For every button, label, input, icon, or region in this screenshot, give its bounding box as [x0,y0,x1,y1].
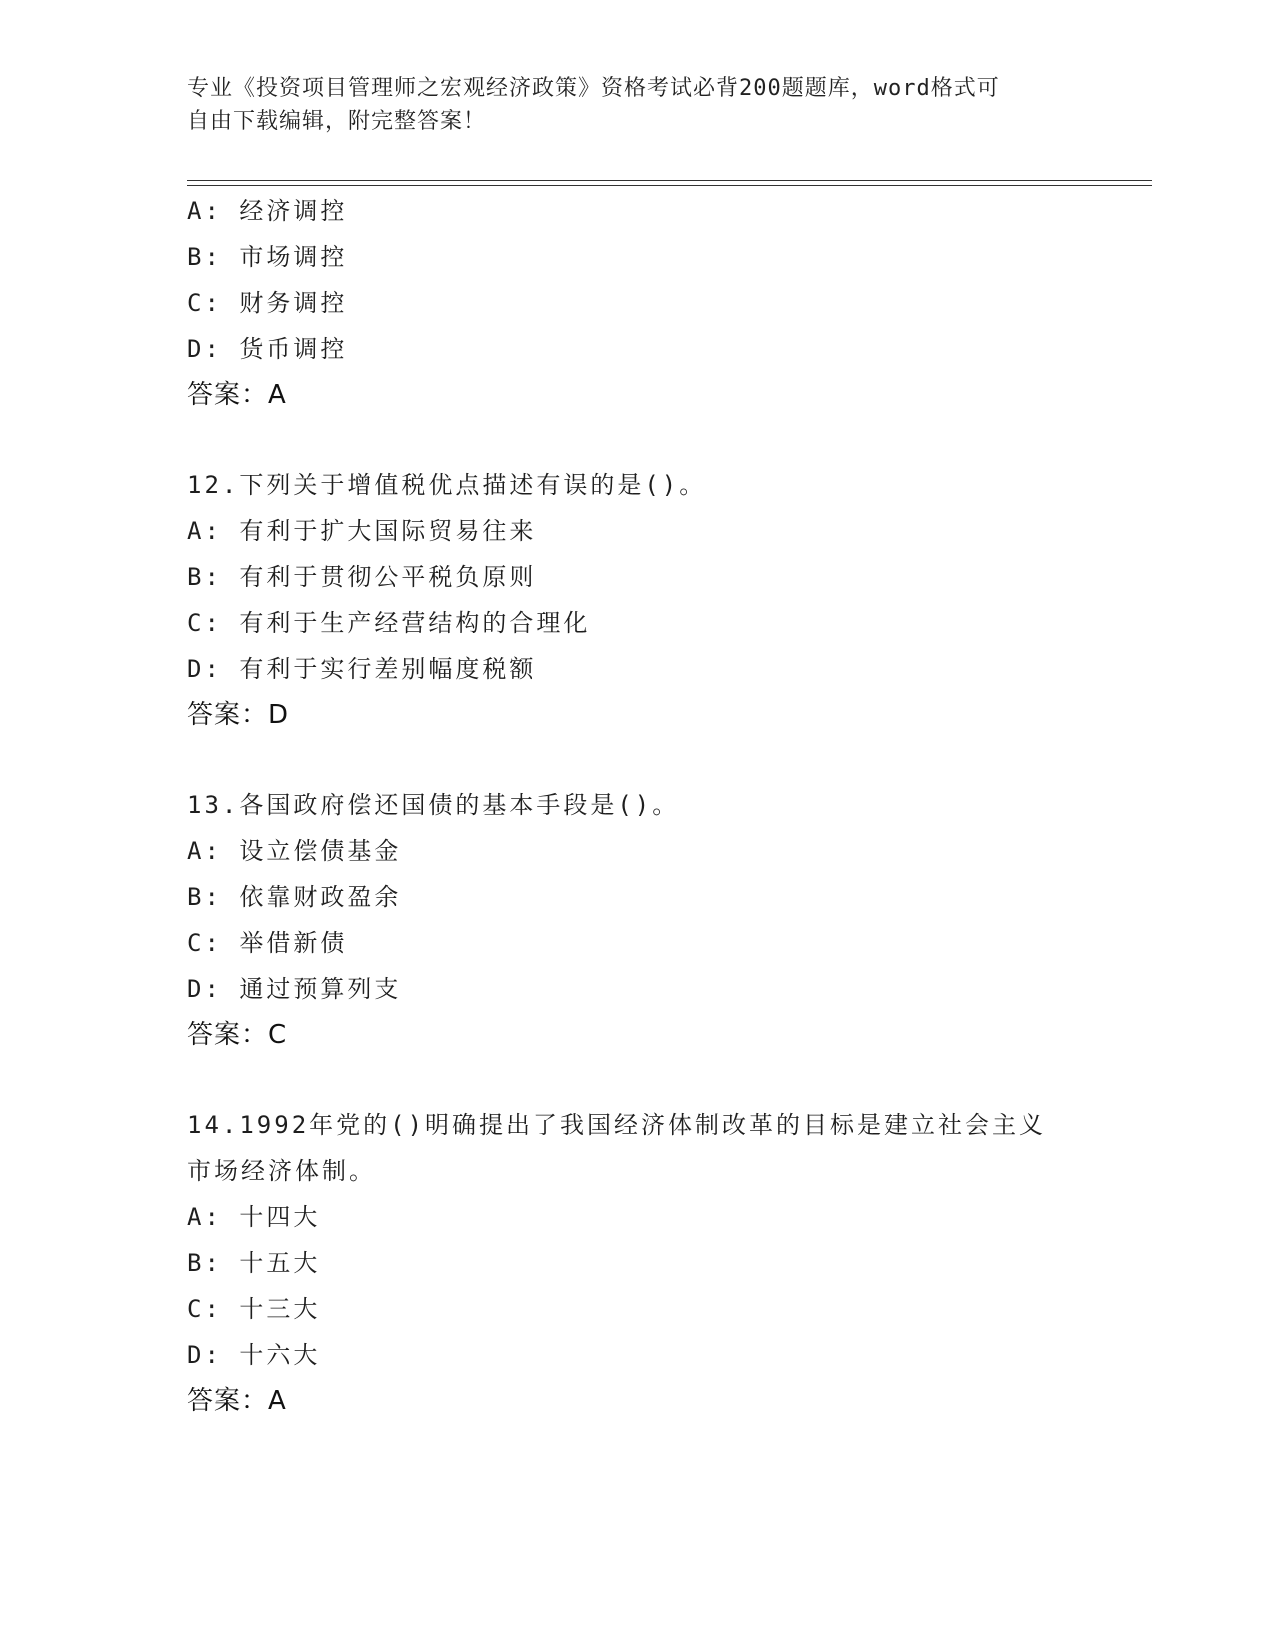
option-b: B: 有利于贯彻公平税负原则 [187,563,537,591]
option-d: D: 有利于实行差别幅度税额 [187,655,537,683]
question-list [187,188,1107,1424]
question-stem-line-1: 14.1992年党的()明确提出了我国经济体制改革的目标是建立社会主义 [187,1111,1047,1139]
option-d: D: 货币调控 [187,335,348,363]
header-title-line-2: 自由下载编辑，附完整答案！ [187,109,487,134]
option-a: A: 设立偿债基金 [187,837,402,865]
option-c: C: 十三大 [187,1295,321,1323]
option-a: A: 十四大 [187,1203,321,1231]
answer-label: 答案：A [187,1386,287,1416]
option-b: B: 十五大 [187,1249,321,1277]
option-c: C: 举借新债 [187,929,348,957]
question-11 [187,188,1107,418]
option-b: B: 市场调控 [187,243,348,271]
document-header [187,72,1087,138]
header-divider-top [187,180,1152,181]
option-b: B: 依靠财政盈余 [187,883,402,911]
question-12 [187,462,1107,738]
question-stem: 12.下列关于增值税优点描述有误的是()。 [187,471,707,499]
spacer [187,738,1107,782]
option-a: A: 有利于扩大国际贸易往来 [187,517,537,545]
answer-label: 答案：D [187,700,290,730]
header-title-line-1: 专业《投资项目管理师之宏观经济政策》资格考试必背200题题库，word格式可 [187,76,1000,101]
answer-label: 答案：A [187,380,287,410]
spacer [187,418,1107,462]
spacer [187,1058,1107,1102]
option-c: C: 财务调控 [187,289,348,317]
option-c: C: 有利于生产经营结构的合理化 [187,609,591,637]
option-d: D: 通过预算列支 [187,975,402,1003]
answer-label: 答案：C [187,1020,288,1050]
question-stem: 13.各国政府偿还国债的基本手段是()。 [187,791,680,819]
option-a: A: 经济调控 [187,197,348,225]
option-d: D: 十六大 [187,1341,321,1369]
header-divider-bottom [187,185,1152,186]
question-13 [187,782,1107,1058]
question-14 [187,1102,1107,1424]
question-stem-line-2: 市场经济体制。 [187,1157,376,1185]
